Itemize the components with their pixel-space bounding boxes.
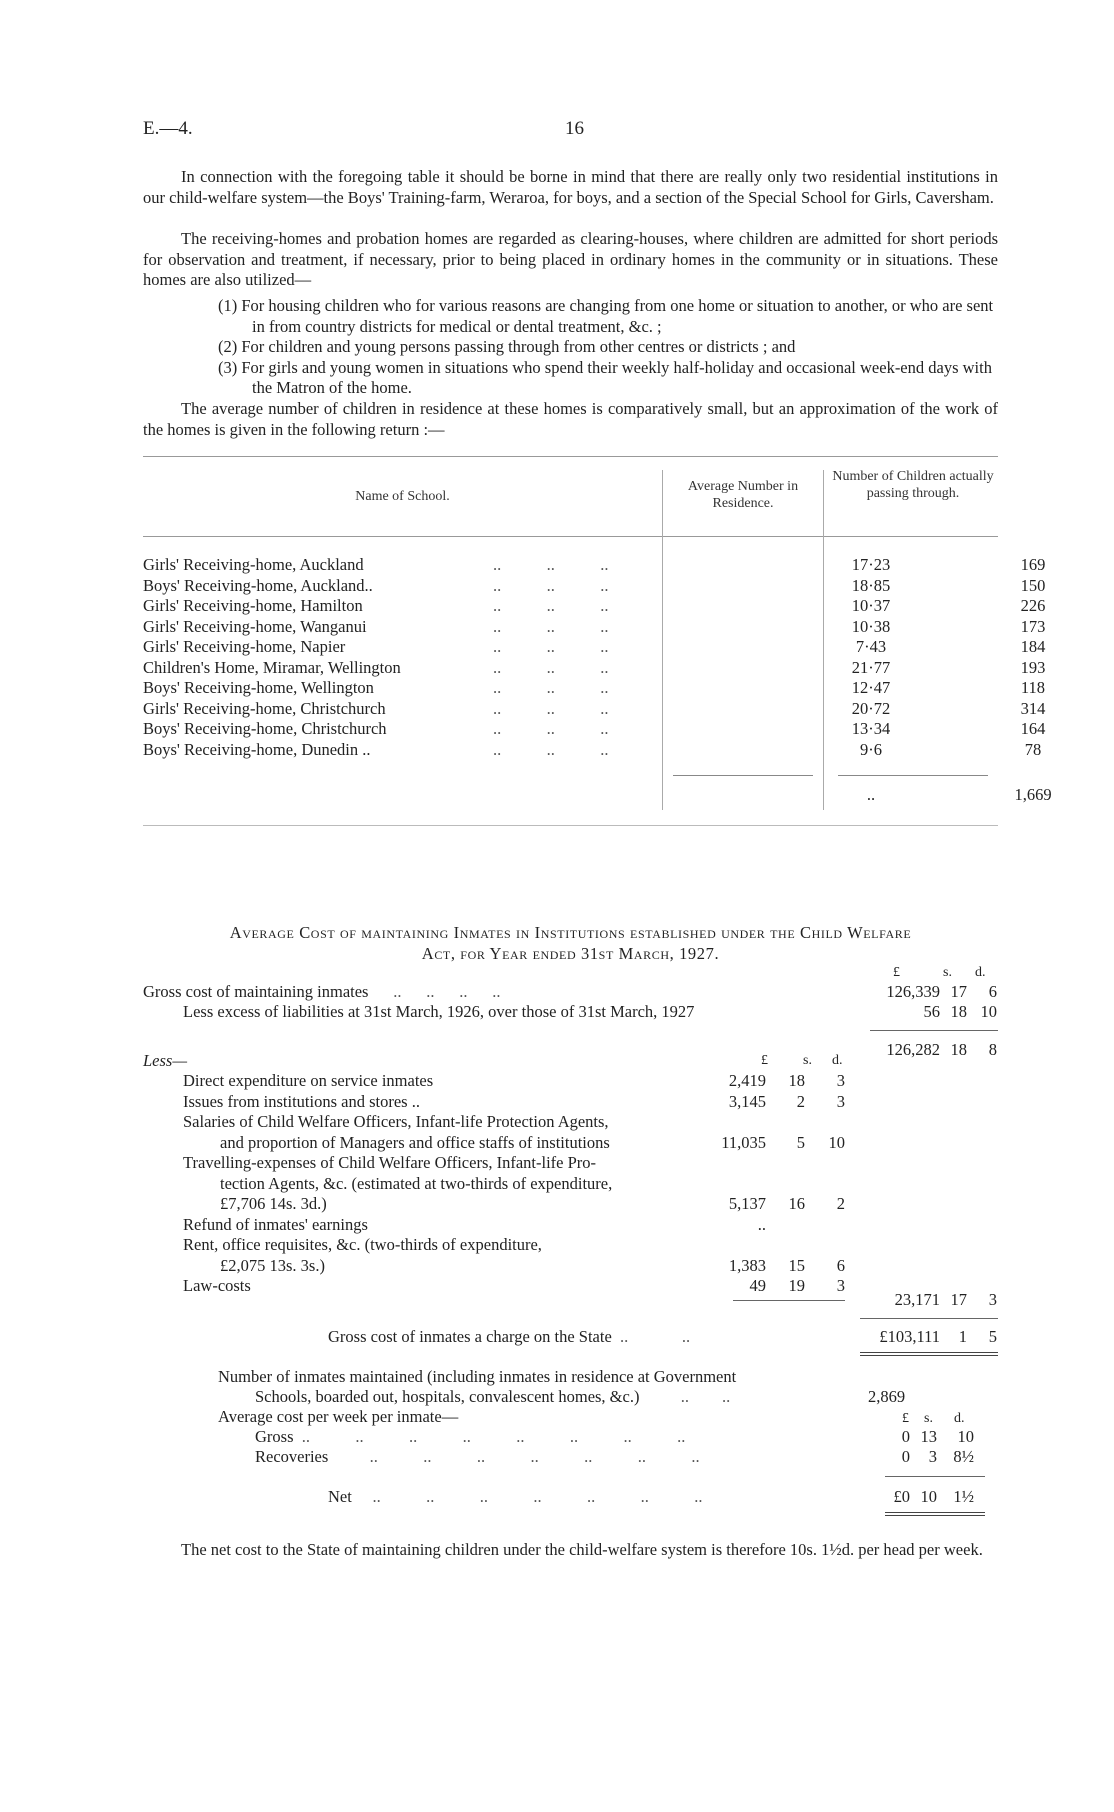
deductions-total-pounds: 23,171 xyxy=(894,1290,940,1309)
passing-through: 173 xyxy=(1020,616,1046,636)
total-rule-avg xyxy=(673,775,813,776)
home-name: Girls' Receiving-home, Hamilton xyxy=(143,596,363,615)
header-average-residence: Average Number in Residence. xyxy=(687,479,799,511)
table-row xyxy=(143,657,1046,679)
week-col-head-pence: d. xyxy=(954,1411,965,1426)
deduction-label-line: Issues from institutions and stores .. xyxy=(183,1091,420,1111)
subtotal-shillings: 18 xyxy=(950,1040,967,1059)
table-row xyxy=(143,575,1046,597)
home-name: Girls' Receiving-home, Napier xyxy=(143,637,346,656)
less-excess-shillings: 18 xyxy=(950,1002,967,1021)
average-residence: 10·38 xyxy=(851,616,891,636)
table-row xyxy=(143,719,1046,740)
subtotal-pounds: 126,282 xyxy=(886,1040,940,1059)
intro-paragraph-2: The receiving-homes and probation homes are regarded as clearing-houses, where children are admitted for short periods for observation and treatment, if necessary, prior to being placed in ordinary homes in the community or in situations. These homes are also utilized— xyxy=(143,229,998,289)
recoveries-shillings: 3 xyxy=(928,1447,937,1466)
less-excess-label: Less excess of liabilities at 31st March, 1926, over those of 31st March, 1927 xyxy=(183,1002,695,1021)
average-residence: 17·23 xyxy=(851,555,891,574)
passing-through: 226 xyxy=(1020,596,1046,615)
less-excess-pence: 10 xyxy=(980,1002,997,1021)
deduction-pence: 3 xyxy=(836,1276,845,1295)
table-row xyxy=(143,596,1046,617)
dot-leader: .. .. .. xyxy=(493,719,609,738)
deduction-shillings: 2 xyxy=(796,1091,805,1111)
net-state-double-rule xyxy=(860,1355,998,1356)
dot-leader: .. .. .. xyxy=(493,657,609,677)
table-row xyxy=(143,637,1046,658)
gross-week-shillings: 13 xyxy=(920,1427,937,1446)
dot-leader: .. .. .. xyxy=(493,616,609,636)
dot-leader: .. .. .. xyxy=(493,555,609,574)
gross-week-label: Gross .. .. .. .. .. .. .. .. xyxy=(255,1427,686,1446)
deduction-pence: 6 xyxy=(836,1255,845,1275)
list-item-text: For girls and young women in situations who spend their weekly half-holiday and occasional week-end days with the Matron of the home. xyxy=(241,357,992,397)
home-name: Children's Home, Miramar, Wellington xyxy=(143,657,401,677)
average-residence: 9·6 xyxy=(860,739,882,759)
passing-through: 193 xyxy=(1020,657,1046,677)
net-state-shillings: 1 xyxy=(958,1327,967,1346)
deduction-pence: 3 xyxy=(836,1091,845,1111)
cost-title-line-1: Average Cost of maintaining Inmates in Institutions established under the Child Welfare xyxy=(229,923,912,942)
week-col-head-shillings: s. xyxy=(924,1411,933,1426)
deduction-pence: 10 xyxy=(828,1132,845,1152)
subtotal-rule xyxy=(870,1030,998,1031)
page-number: 16 xyxy=(565,118,584,139)
deduction-shillings: 15 xyxy=(788,1255,805,1275)
recoveries-pence: 8½ xyxy=(953,1447,974,1466)
table-total-row xyxy=(143,785,1052,806)
deduction-label-line: and proportion of Managers and office staffs of institutions xyxy=(220,1132,610,1152)
total-rule-passing xyxy=(838,775,988,776)
col-head-pence: d. xyxy=(975,965,986,980)
total-average: .. xyxy=(866,785,876,804)
net-week-shillings: 10 xyxy=(920,1487,937,1506)
passing-through: 78 xyxy=(1024,739,1042,759)
deduction-label-line: Law-costs xyxy=(183,1276,251,1295)
total-passing: 1,669 xyxy=(1014,785,1052,804)
deduction-label-line: Travelling-expenses of Child Welfare Officers, Infant-life Pro- xyxy=(183,1153,597,1172)
list-item-number: (2) xyxy=(218,337,238,356)
deduction-label-line: £7,706 14s. 3d.) xyxy=(220,1194,327,1213)
dot-leader: .. .. .. xyxy=(493,637,609,656)
header-passing-through: Number of Children actually passing through. xyxy=(832,469,994,501)
average-residence: 10·37 xyxy=(851,596,891,615)
avg-week-label: Average cost per week per inmate— xyxy=(218,1407,459,1426)
deductions-rule xyxy=(733,1300,845,1301)
deduction-pounds: 5,137 xyxy=(728,1194,766,1213)
deduction-pounds: 3,145 xyxy=(728,1091,766,1111)
table-row xyxy=(143,678,1046,699)
cost-title xyxy=(143,923,998,964)
deduction-shillings: 16 xyxy=(788,1194,805,1213)
net-week-double-rule xyxy=(885,1515,985,1516)
deduction-label-line: £2,075 13s. 3s.) xyxy=(220,1255,325,1275)
deduction-label-line: Direct expenditure on service inmates xyxy=(183,1071,434,1090)
deduct-col-head-pence: d. xyxy=(832,1053,843,1068)
less-excess-pounds: 56 xyxy=(923,1002,940,1021)
cost-title-line-2: Act, for Year ended 31st March, 1927. xyxy=(421,943,720,963)
dot-leader: .. .. .. xyxy=(493,698,609,718)
net-week-label: Net .. .. .. .. .. .. .. xyxy=(328,1487,703,1506)
list-item-number: (1) xyxy=(218,296,238,315)
less-label: Less— xyxy=(143,1051,188,1070)
average-residence: 18·85 xyxy=(851,575,891,595)
dot-leader: .. .. .. xyxy=(493,596,609,615)
home-name: Girls' Receiving-home, Christchurch xyxy=(143,698,386,718)
uses-list xyxy=(218,296,998,399)
deduction-pounds: 1,383 xyxy=(728,1255,766,1275)
gross-week-pounds: 0 xyxy=(901,1427,910,1446)
deduct-col-head-pounds: £ xyxy=(761,1053,768,1068)
dot-leader: .. .. .. xyxy=(493,739,609,759)
deduction-label-line: Rent, office requisites, &c. (two-thirds of expenditure, xyxy=(183,1235,542,1254)
deduction-shillings: 5 xyxy=(796,1132,805,1152)
table-row xyxy=(143,616,1046,638)
inmates-label-line-2: Schools, boarded out, hospitals, convalescent homes, &c.) .. .. xyxy=(255,1387,731,1406)
gross-cost-label: Gross cost of maintaining inmates .. .. .. .. xyxy=(143,982,501,1001)
home-name: Boys' Receiving-home, Wellington xyxy=(143,678,374,697)
deductions-total-pence: 3 xyxy=(988,1290,997,1309)
net-state-label: Gross cost of inmates a charge on the State .. .. xyxy=(328,1327,691,1346)
deduction-pounds: 11,035 xyxy=(721,1132,766,1152)
deduction-pounds: 49 xyxy=(749,1276,766,1295)
average-residence: 7·43 xyxy=(855,637,887,656)
list-item xyxy=(218,358,998,399)
week-col-head-pounds: £ xyxy=(902,1411,909,1426)
home-name: Girls' Receiving-home, Auckland xyxy=(143,555,364,574)
list-item xyxy=(218,296,998,337)
gross-cost-pounds: 126,339 xyxy=(886,982,940,1001)
average-residence: 12·47 xyxy=(851,678,891,697)
recoveries-pounds: 0 xyxy=(901,1447,910,1466)
table-header-rule xyxy=(143,536,998,537)
list-item-text: For housing children who for various reasons are changing from one home or situation to another, or who are sent in from country districts for medical or dental treatment, &c. ; xyxy=(241,296,994,336)
average-residence: 20·72 xyxy=(851,698,891,718)
passing-through: 150 xyxy=(1020,575,1046,595)
list-item-number: (3) xyxy=(218,357,238,377)
deduction-shillings: 18 xyxy=(788,1071,805,1090)
deduct-col-head-shillings: s. xyxy=(803,1053,812,1068)
return-intro: The average number of children in residence at these homes is comparatively small, but an approximation of the work of the homes is given in the following return :— xyxy=(143,399,998,439)
net-week-double-rule xyxy=(885,1512,985,1513)
home-name: Boys' Receiving-home, Christchurch xyxy=(143,719,387,738)
gross-cost-pence: 6 xyxy=(988,982,997,1001)
report-id: E.—4. xyxy=(143,118,193,139)
home-name: Girls' Receiving-home, Wanganui xyxy=(143,616,367,636)
net-week-pence: 1½ xyxy=(953,1487,974,1506)
deduction-label-line: Salaries of Child Welfare Officers, Infant-life Protection Agents, xyxy=(183,1112,609,1131)
net-state-pence: 5 xyxy=(988,1327,997,1346)
inmates-count: 2,869 xyxy=(868,1387,906,1406)
deduction-pence: 3 xyxy=(836,1071,845,1090)
home-name: Boys' Receiving-home, Auckland.. xyxy=(143,575,373,595)
deduction-pounds: 2,419 xyxy=(728,1071,766,1090)
passing-through: 314 xyxy=(1020,698,1046,718)
net-state-rule xyxy=(860,1318,998,1319)
net-state-pounds: £103,111 xyxy=(879,1327,940,1346)
dot-leader: .. .. .. xyxy=(493,575,609,595)
net-state-double-rule xyxy=(860,1352,998,1353)
home-name: Boys' Receiving-home, Dunedin .. xyxy=(143,739,371,759)
col-head-shillings: s. xyxy=(943,965,952,980)
list-item xyxy=(218,337,998,358)
average-residence: 21·77 xyxy=(851,657,891,677)
deduction-label-line: Refund of inmates' earnings xyxy=(183,1214,368,1234)
dot-leader: .. .. .. xyxy=(493,678,609,697)
average-residence: 13·34 xyxy=(851,719,891,738)
table-bottom-rule xyxy=(143,825,998,826)
passing-through: 169 xyxy=(1020,555,1046,574)
list-item-text: For children and young persons passing through from other centres or districts ; and xyxy=(241,337,796,356)
subtotal-pence: 8 xyxy=(988,1040,997,1059)
passing-through: 118 xyxy=(1020,678,1046,697)
inmates-label-line-1: Number of inmates maintained (including inmates in residence at Government xyxy=(218,1367,737,1386)
intro-paragraph-1: In connection with the foregoing table it should be borne in mind that there are really only two residential institutions in our child-welfare system—the Boys' Training-farm, Weraroa, for boys, and a section of the Special School for Girls, Caversham. xyxy=(143,167,998,207)
col-head-pounds: £ xyxy=(893,965,900,980)
table-row xyxy=(143,739,1042,761)
deduction-shillings: 19 xyxy=(788,1276,805,1295)
deductions-total-shillings: 17 xyxy=(950,1290,967,1309)
table-row xyxy=(143,698,1046,720)
table-top-rule xyxy=(143,456,998,457)
passing-through: 184 xyxy=(1020,637,1046,656)
net-week-pounds: £0 xyxy=(893,1487,910,1506)
deduction-pence: 2 xyxy=(836,1194,845,1213)
table-row xyxy=(143,555,1046,576)
gross-week-pence: 10 xyxy=(957,1427,974,1446)
header-name-of-school: Name of School. xyxy=(355,489,450,504)
conclusion-paragraph: The net cost to the State of maintaining children under the child-welfare system is therefore 10s. 1½d. per head per week. xyxy=(181,1540,983,1559)
deduction-label-line: tection Agents, &c. (estimated at two-thirds of expenditure, xyxy=(220,1173,613,1193)
recoveries-label: Recoveries .. .. .. .. .. .. .. xyxy=(255,1447,700,1466)
net-week-rule xyxy=(885,1476,985,1477)
deduction-pounds: .. xyxy=(757,1214,766,1234)
passing-through: 164 xyxy=(1020,719,1046,738)
gross-cost-shillings: 17 xyxy=(950,982,967,1001)
